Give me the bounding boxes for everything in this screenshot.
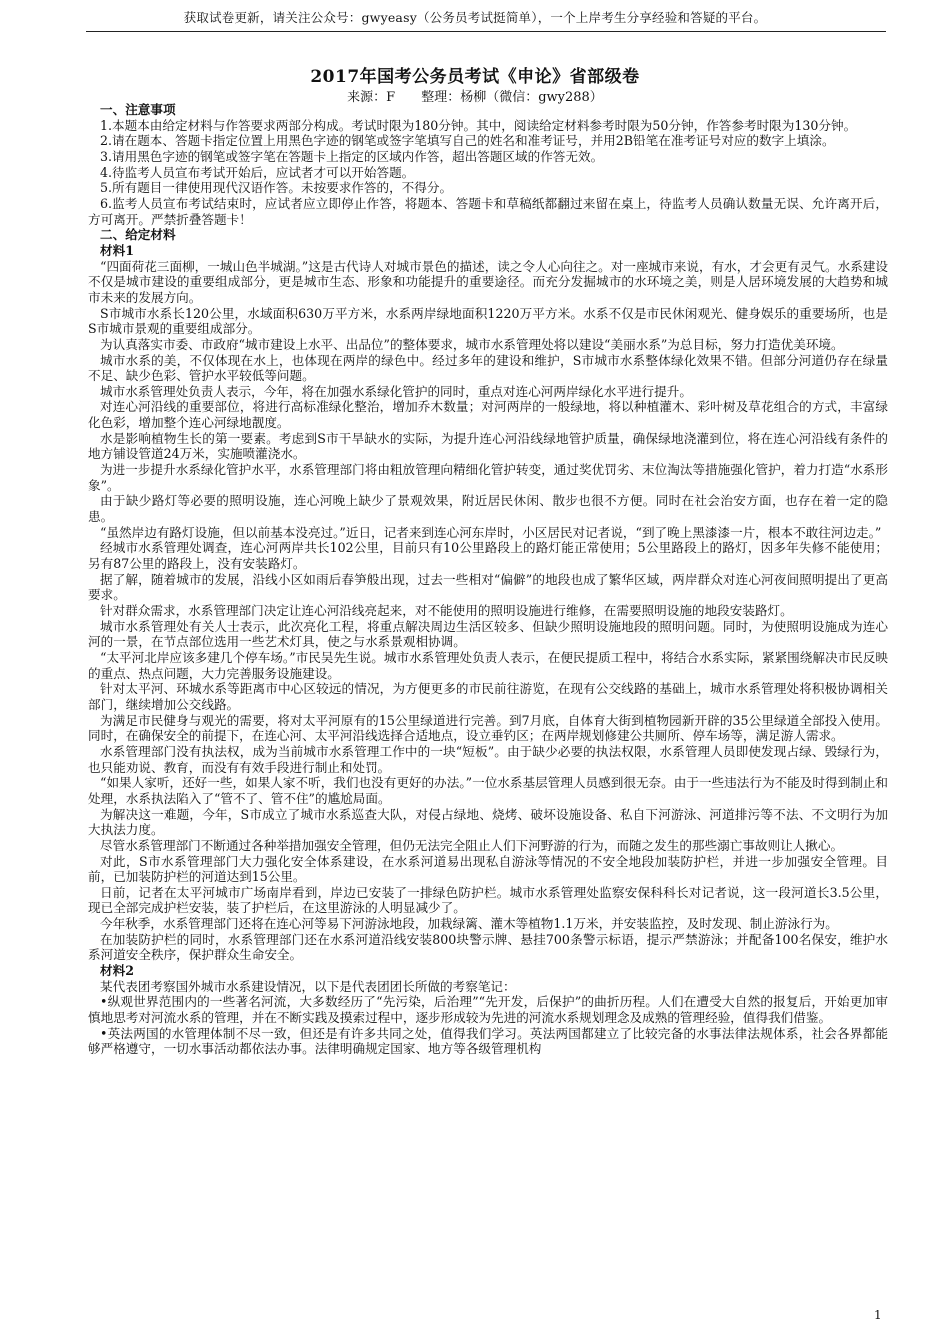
header-note: 获取试卷更新，请关注公众号：gwyeasy（公务员考试挺简单），一个上岸考生分享经验和答疑的平台。 (183, 10, 767, 25)
material-paragraph: •纵观世界范围内的一些著名河流，大多数经历了“先污染，后治理”“先开发，后保护”的曲折历程。人们在遭受大自然的报复后，开始更加审慎地思考对河流水系的管理，并在不断实践及摸索过程中，逐步形成较为先进的河流水系规划理念及成熟的管理经验，值得我们借鉴。 (88, 994, 888, 1026)
material-paragraph: 为进一步提升水系绿化管护水平，水系管理部门将由粗放管理向精细化管护转变，通过奖优罚劣、末位淘汰等措施强化管护，着力打造“水系形象”。 (88, 462, 888, 493)
material-paragraph: 今年秋季，水系管理部门还将在连心河等易下河游泳地段，加栽绿篱、灌木等植物1.1万米，并安装监控，及时发现、制止游泳行为。 (100, 916, 838, 932)
notice-item: 1.本题本由给定材料与作答要求两部分构成。考试时限为180分钟。其中，阅读给定材料参考时限为50分钟，作答参考时限为130分钟。 (100, 117, 857, 133)
material-paragraph: 针对太平河、环城水系等距离市中心区较远的情况，为方便更多的市民前往游览，在现有公交线路的基础上，城市水系管理处将积极协调相关部门，继续增加公交线路。 (88, 681, 888, 712)
material-paragraph: 某代表团考察国外城市水系建设情况，以下是代表团团长所做的考察笔记： (100, 978, 516, 994)
material-paragraph: “四面荷花三面柳，一城山色半城湖。”这是古代诗人对城市景色的描述，读之令人心向往之。对一座城市来说，有水，才会更有灵气。水系建设不仅是城市建设的重要组成部分，更是城市生态、形象和功能提升的重要途径。而充分发掘城市的水环境之美，则是人居环境发展的大趋势和城市未来的发展方向。 (88, 258, 888, 305)
notice-item: 4.待监考人员宣布考试开始后，应试者才可以开始答题。 (100, 164, 415, 180)
notice-item: 5.所有题目一律使用现代汉语作答。未按要求作答的，不得分。 (100, 180, 453, 196)
material-paragraph: “如果人家听，还好一些，如果人家不听，我们也没有更好的办法。”一位水系基层管理人员感到很无奈。由于一些违法行为不能及时得到制止和处理，水系执法陷入了“管不了、管不住”的尴尬局面。 (88, 775, 888, 806)
section-heading-materials: 二、给定材料 (100, 227, 176, 243)
material-paragraph: 对连心河沿线的重要部位，将进行高标准绿化整治，增加乔木数量；对河两岸的一般绿地，将以种植灌木、彩叶树及草花组合的方式，丰富绿化色彩，增加整个连心河绿地靓度。 (88, 399, 888, 431)
material-2-title: 材料2 (100, 963, 134, 979)
material-paragraph: 为认真落实市委、市政府“城市建设上水平、出品位”的整体要求，城市水系管理处将以建设“美丽水系”为总目标，努力打造优美环境。 (100, 336, 844, 352)
material-paragraph: 由于缺少路灯等必要的照明设施，连心河晚上缺少了景观效果，附近居民休闲、散步也很不方便。同时在社会治安方面，也存在着一定的隐患。 (88, 493, 888, 525)
material-paragraph: •英法两国的水管理体制不尽一致，但还是有许多共同之处，值得我们学习。英法两国都建立了比较完备的水事法律法规体系，社会各界都能够严格遵守，一切水事活动都依法办事。法律明确规定国家、地方等各级管理机构 (88, 1025, 888, 1057)
material-paragraph: 城市水系管理处有关人士表示，此次亮化工程，将重点解决周边生活区较多、但缺少照明设施地段的照明问题。同时，为使照明设施成为连心河的一景，在节点部位选用一些艺术灯具，使之与水系景观相协调。 (88, 618, 888, 650)
header-divider (86, 31, 886, 32)
material-1-body (88, 259, 888, 964)
notes-list (88, 118, 888, 228)
source-line: 来源：F 整理：杨柳（微信：gwy288） (347, 90, 603, 105)
material-paragraph: 水是影响植物生长的第一要素。考虑到S市干旱缺水的实际，为提升连心河沿线绿地管护质量，确保绿地浇灌到位，将在连心河沿线有条件的地方铺设管道24万米，实施喷灌浇水。 (88, 430, 888, 462)
notice-item: 2.请在题本、答题卡指定位置上用黑色字迹的钢笔或签字笔填写自己的姓名和准考证号，并用2B铅笔在准考证号对应的数字上填涂。 (100, 133, 835, 149)
material-2-body (88, 979, 888, 1057)
material-paragraph: 为解决这一难题，今年，S市成立了城市水系巡查大队，对侵占绿地、烧烤、破坏设施设备、私自下河游泳、河道排污等不法、不文明行为加大执法力度。 (88, 806, 888, 838)
material-paragraph: 在加装防护栏的同时，水系管理部门还在水系河道沿线安装800块警示牌、悬挂700条警示标语，提示严禁游泳；并配备100名保安，维护水系河道安全秩序，保护群众生命安全。 (88, 931, 888, 963)
material-paragraph: 为满足市民健身与观光的需要，将对太平河原有的15公里绿道进行完善。到7月底，自体育大街到植物园新开辟的35公里绿道全部投入使用。同时，在确保安全的前提下，在连心河、太平河沿线选择合适地点，设立垂钓区；在两岸规划修建公共厕所、停车场等，满足游人需求。 (88, 712, 888, 744)
material-paragraph: 城市水系管理处负责人表示，今年，将在加强水系绿化管护的同时，重点对连心河两岸绿化水平进行提升。 (100, 383, 692, 399)
notice-item: 3.请用黑色字迹的钢笔或签字笔在答题卡上指定的区域内作答，超出答题区域的作答无效。 (100, 148, 604, 164)
page-number: 1 (874, 1308, 882, 1322)
material-paragraph: 经城市水系管理处调查，连心河两岸共长102公里，目前只有10公里路段上的路灯能正常使用；5公里路段上的路灯，因多年失修不能使用；另有87公里的路段上，没有安装路灯。 (88, 540, 888, 572)
material-paragraph: 城市水系的美，不仅体现在水上，也体现在两岸的绿色中。经过多年的建设和维护，S市城市水系整体绿化效果不错。但部分河道仍存在绿量不足、缺少色彩、管护水平较低等问题。 (88, 352, 888, 384)
material-paragraph: 对此，S市水系管理部门大力强化安全体系建设，在水系河道易出现私自游泳等情况的不安全地段加装防护栏，并进一步加强安全管理。目前，已加装防护栏的河道达到15公里。 (88, 853, 888, 885)
section-heading-notes: 一、注意事项 (100, 102, 176, 117)
material-paragraph: 日前，记者在太平河城市广场南岸看到，岸边已安装了一排绿色防护栏。城市水系管理处监察安保科科长对记者说，这一段河道长3.5公里，现已全部完成护栏安装，装了护栏后，在这里游泳的人明显减少了。 (88, 884, 888, 916)
document-title: 2017年国考公务员考试《申论》省部级卷 (310, 67, 640, 87)
material-paragraph: 据了解，随着城市的发展，沿线小区如雨后春笋般出现，过去一些相对“偏僻”的地段也成了繁华区域，两岸群众对连心河夜间照明提出了更高要求。 (88, 571, 888, 603)
material-1-title: 材料1 (100, 242, 134, 258)
material-paragraph: S市城市水系长120公里，水域面积630万平方米，水系两岸绿地面积1220万平方米。水系不仅是市民休闲观光、健身娱乐的重要场所，也是S市城市景观的重要组成部分。 (88, 305, 888, 337)
material-paragraph: “太平河北岸应该多建几个停车场。”市民吴先生说。城市水系管理处负责人表示，在便民提质工程中，将结合水系实际，紧紧围绕解决市民反映的重点、热点问题，大力完善服务设施建设。 (88, 649, 888, 681)
material-paragraph: 尽管水系管理部门不断通过各种举措加强安全管理，但仍无法完全阻止人们下河野游的行为，而随之发生的那些溺亡事故则让人揪心。 (100, 837, 844, 853)
material-paragraph: “虽然岸边有路灯设施，但以前基本没亮过。”近日，记者来到连心河东岸时，小区居民对记者说，“到了晚上黑漆漆一片，根本不敢往河边走。” (100, 524, 882, 540)
material-paragraph: 针对群众需求，水系管理部门决定让连心河沿线亮起来，对不能使用的照明设施进行维修，在需要照明设施的地段安装路灯。 (100, 603, 793, 618)
document-body (88, 102, 888, 1057)
notice-item: 6.监考人员宣布考试结束时，应试者应立即停止作答，将题本、答题卡和草稿纸都翻过来留在桌上，待监考人员确认数量无误、允许离开后，方可离开。严禁折叠答题卡！ (88, 195, 888, 227)
material-paragraph: 水系管理部门没有执法权，成为当前城市水系管理工作中的一块“短板”。由于缺少必要的执法权限，水系管理人员即使发现占绿、毁绿行为，也只能劝说、教育，而没有有效手段进行制止和处罚。 (88, 743, 888, 775)
